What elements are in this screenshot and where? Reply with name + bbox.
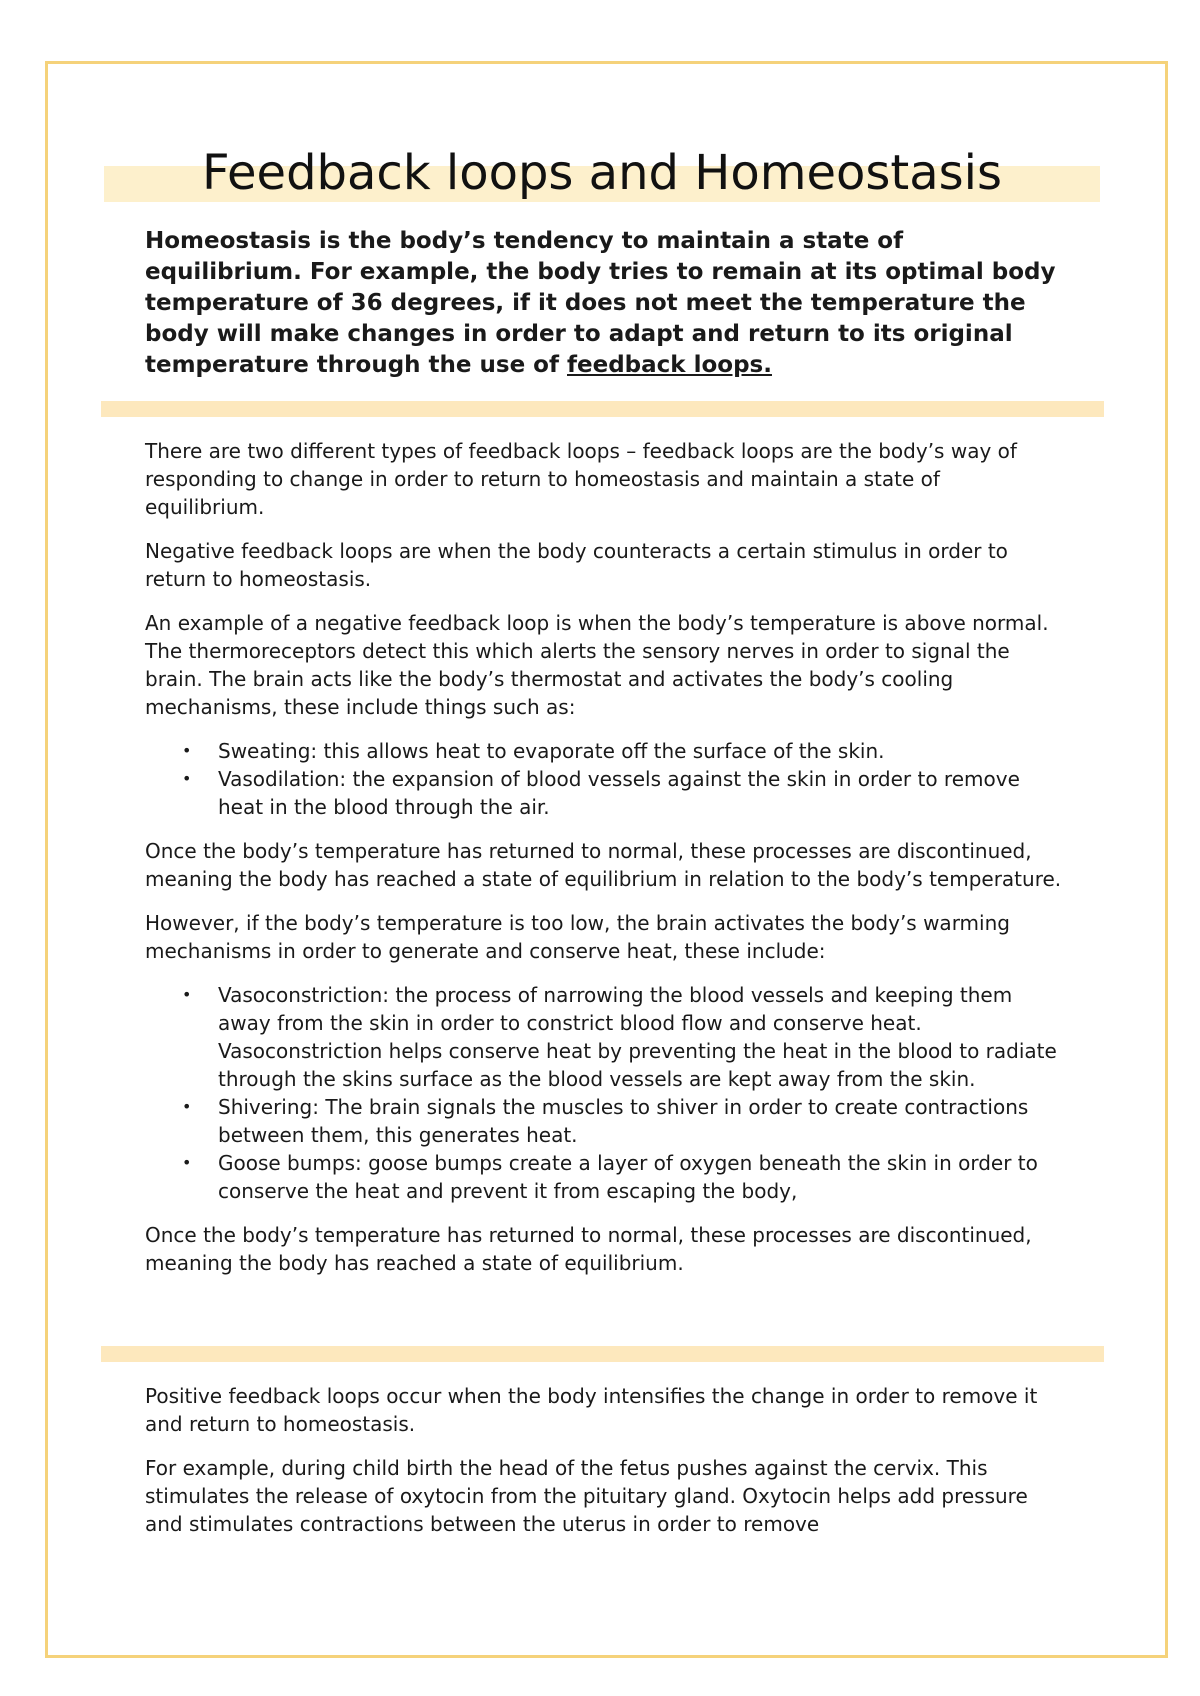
intro-paragraph <box>145 226 1065 381</box>
paragraph-feedback-types: There are two different types of feedback loops – feedback loops are the body’s way of responding to change in order to return to homeostasis and maintain a state of equilibrium. <box>145 439 1017 519</box>
bullet-icon: • <box>182 769 192 788</box>
section-negative-feedback <box>145 437 1065 1293</box>
paragraph-cooling-result: Once the body’s temperature has returned to normal, these processes are discontinued, meaning the body has reached a state of equilibrium in relation to the body’s temperature. <box>145 839 1062 891</box>
paragraph-negative-definition: Negative feedback loops are when the body counteracts a certain stimulus in order to return to homeostasis. <box>145 539 1008 591</box>
bullet-icon: • <box>182 741 192 760</box>
paragraph-positive-definition: Positive feedback loops occur when the body intensifies the change in order to remove it and return to homeostasis. <box>145 1384 1038 1436</box>
bullet-icon: • <box>182 1097 192 1116</box>
list-item <box>182 737 1065 765</box>
section-divider-2 <box>101 1346 1104 1362</box>
list-item-text: Vasoconstriction: the process of narrowing the blood vessels and keeping them away from the skin in order to constrict blood flow and conserve heat. Vasoconstriction helps conserve heat by preventing the heat in the blood to radiate through the skins surface as the blood vessels are kept away from the skin. <box>218 983 1057 1091</box>
list-item-text: Vasodilation: the expansion of blood vessels against the skin in order to remove heat in the blood through the air. <box>218 767 1020 819</box>
paragraph-too-low: However, if the body’s temperature is too low, the brain activates the body’s warming mechanisms in order to generate and conserve heat, these include: <box>145 911 1010 963</box>
list-item-text: Sweating: this allows heat to evaporate off the surface of the skin. <box>218 739 885 763</box>
list-item <box>182 765 1065 821</box>
paragraph-negative-example: An example of a negative feedback loop is when the body’s temperature is above normal. The thermoreceptors detect this which alerts the sensory nerves in order to signal the brain. The brain acts like the body’s thermostat and activates the body’s cooling mechanisms, these include things such as: <box>145 611 1049 719</box>
intro-text: Homeostasis is the body’s tendency to maintain a state of equilibrium. For example, the body tries to remain at its optimal body temperature of 36 degrees, if it does not meet the temperature the body will make changes in order to adapt and return to its original temperature through the use of <box>145 228 1056 378</box>
section-positive-feedback <box>145 1382 1065 1554</box>
list-item-text: Shivering: The brain signals the muscles to shiver in order to create contractions between them, this generates heat. <box>218 1095 1029 1147</box>
cooling-mechanisms-list <box>145 737 1065 821</box>
page-title: Feedback loops and Homeostasis <box>202 145 1002 201</box>
section-divider-1 <box>101 401 1104 417</box>
paragraph-positive-example: For example, during child birth the head of the fetus pushes against the cervix. This stimulates the release of oxytocin from the pituitary gland. Oxytocin helps add pressure and stimulates contractions between the uterus in order to remove <box>145 1456 1028 1536</box>
list-item <box>182 1149 1065 1205</box>
bullet-icon: • <box>182 985 192 1004</box>
list-item <box>182 1093 1065 1149</box>
bullet-icon: • <box>182 1153 192 1172</box>
list-item <box>182 981 1065 1093</box>
list-item-text: Goose bumps: goose bumps create a layer of oxygen beneath the skin in order to conserve the heat and prevent it from escaping the body, <box>218 1151 1038 1203</box>
warming-mechanisms-list <box>145 981 1065 1205</box>
paragraph-warming-result: Once the body’s temperature has returned to normal, these processes are discontinued, meaning the body has reached a state of equilibrium. <box>145 1223 1032 1275</box>
intro-feedback-loops-link: feedback loops. <box>567 352 772 378</box>
